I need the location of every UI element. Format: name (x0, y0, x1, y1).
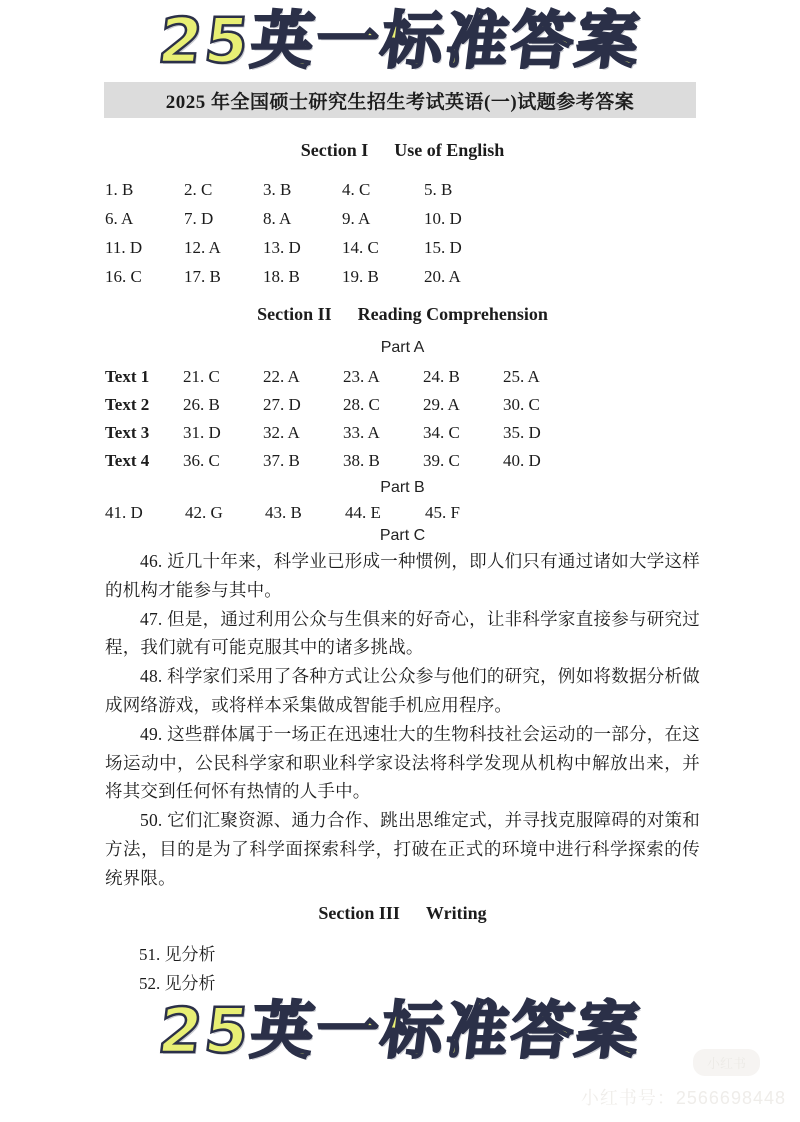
answer-cell: 27. D (263, 395, 301, 414)
answer-cell: 25. A (503, 367, 540, 386)
part-c-translations (105, 547, 700, 893)
answer-cell: 19. B (342, 266, 379, 286)
answer-cell: 11. D (105, 237, 143, 257)
answer-cell: 3. B (263, 179, 292, 199)
section1-title: Use of English (394, 140, 505, 160)
answer-cell: 34. C (423, 423, 460, 442)
answer-cell: 17. B (184, 266, 221, 286)
answers-content (105, 140, 700, 998)
answer-cell: 10. D (424, 208, 462, 228)
answer-cell: 20. A (424, 266, 461, 286)
text-label: Text 3 (105, 423, 150, 442)
text-answer-row (105, 363, 700, 391)
answer-cell: 22. A (263, 367, 300, 386)
xiaohongshu-badge: 小红书 (693, 1049, 760, 1076)
answer-cell: 44. E (345, 503, 381, 522)
answer-cell: 35. D (503, 423, 541, 442)
writing-items (139, 940, 700, 998)
answer-cell: 1. B (105, 179, 134, 199)
answer-cell: 26. B (183, 395, 220, 414)
top-banner-text: 25英一标准答案 (154, 4, 646, 77)
answer-cell: 32. A (263, 423, 300, 442)
text-label: Text 4 (105, 451, 150, 470)
answer-cell: 40. D (503, 451, 541, 470)
translation-paragraph-48: 48. 科学家们采用了各种方式让公众参与他们的研究，例如将数据分析做成网络游戏，或将样本采集做成智能手机应用程序。 (105, 666, 700, 715)
part-a-grid (105, 363, 700, 475)
xiaohongshu-id-watermark: 小红书号：2566698448 (580, 1088, 786, 1108)
section2-heading (105, 304, 700, 325)
part-a-label: Part A (380, 339, 425, 356)
answer-cell: 30. C (503, 395, 540, 414)
section3-label: Section III (318, 902, 400, 923)
answer-cell: 14. C (342, 237, 379, 257)
bottom-banner-text: 25英一标准答案 (154, 993, 646, 1067)
answer-cell: 13. D (263, 237, 301, 257)
top-banner (0, 4, 800, 77)
answer-cell: 43. B (265, 503, 302, 522)
part-c-label: Part C (379, 527, 426, 544)
section2-label: Section II (257, 304, 332, 324)
answer-row (105, 262, 700, 291)
translation-paragraph-49: 49. 这些群体属于一场正在迅速壮大的生物科技社会运动的一部分，在这场运动中，公民科学家和职业科学家设法将科学发现从机构中解放出来，并将其交到任何怀有热情的人手中。 (105, 723, 700, 802)
answer-cell: 36. C (183, 451, 220, 470)
answer-cell: 21. C (183, 367, 220, 386)
exam-title: 2025 年全国硕士研究生招生考试英语(一)试题参考答案 (165, 92, 635, 113)
answer-cell: 24. B (423, 367, 460, 386)
answer-cell: 37. B (263, 451, 300, 470)
answer-cell: 33. A (343, 423, 380, 442)
answer-cell: 41. D (105, 503, 143, 522)
answer-cell: 28. C (343, 395, 380, 414)
part-b-row (105, 499, 700, 527)
answer-cell: 45. F (425, 503, 460, 522)
section1-answer-grid (105, 175, 700, 291)
writing-item-52: 52. 见分析 (139, 973, 216, 993)
exam-title-bar (104, 82, 696, 118)
writing-item-51: 51. 见分析 (139, 944, 216, 964)
answer-row (105, 233, 700, 262)
answer-cell: 31. D (183, 423, 221, 442)
part-b-label: Part B (380, 479, 425, 496)
text-answer-row (105, 391, 700, 419)
answer-cell: 23. A (343, 367, 380, 386)
answer-cell: 8. A (263, 208, 292, 228)
answer-cell: 42. G (185, 503, 223, 522)
answer-cell: 18. B (263, 266, 300, 286)
text-answer-row (105, 419, 700, 447)
answer-cell: 12. A (184, 237, 221, 257)
answer-cell: 39. C (423, 451, 460, 470)
translation-paragraph-47: 47. 但是，通过利用公众与生俱来的好奇心，让非科学家直接参与研究过程，我们就有可能克服其中的诸多挑战。 (105, 608, 700, 658)
section3-heading (105, 903, 700, 924)
translation-paragraph-46: 46. 近几十年来，科学业已形成一种惯例，即人们只有通过诸如大学这样的机构才能参与其中。 (105, 551, 700, 600)
answer-cell: 16. C (105, 266, 142, 286)
answer-row (105, 204, 700, 233)
answer-cell: 2. C (184, 179, 213, 199)
answer-sheet-page (0, 4, 800, 1122)
text-answer-row (105, 447, 700, 475)
answer-cell: 15. D (424, 237, 462, 257)
section2-title: Reading Comprehension (357, 304, 548, 324)
answer-cell: 38. B (343, 451, 380, 470)
answer-cell: 6. A (105, 208, 134, 228)
translation-paragraph-50: 50. 它们汇聚资源、通力合作、跳出思维定式，并寻找克服障碍的对策和方法，目的是为了科学面探索科学，打破在正式的环境中进行科学探索的传统界限。 (105, 810, 700, 888)
answer-cell: 5. B (424, 179, 453, 199)
section1-label: Section I (300, 140, 369, 160)
answer-row (105, 175, 700, 204)
answer-cell: 7. D (184, 208, 214, 228)
text-label: Text 1 (105, 367, 150, 386)
text-label: Text 2 (105, 395, 150, 414)
answer-cell: 4. C (342, 179, 371, 199)
section3-title: Writing (425, 902, 487, 923)
section1-heading (105, 140, 700, 161)
answer-cell: 9. A (342, 208, 371, 228)
answer-cell: 29. A (423, 395, 460, 414)
